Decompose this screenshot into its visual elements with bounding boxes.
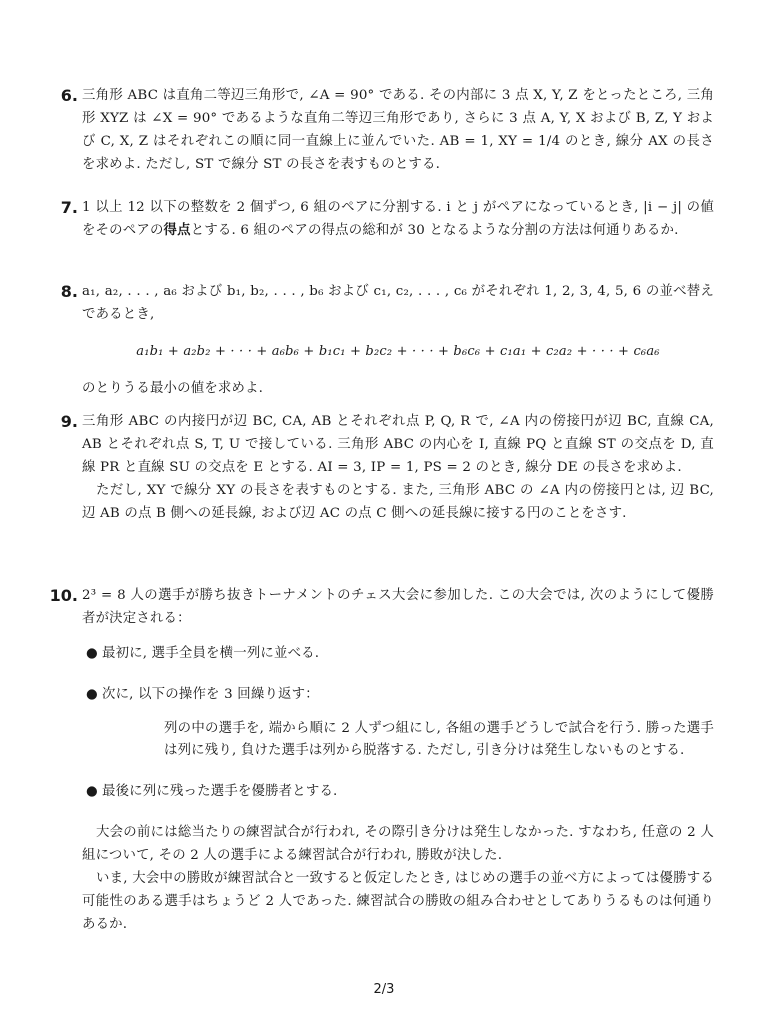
list-item [82, 683, 714, 762]
problem-7-statement [82, 196, 714, 242]
problem-text [82, 584, 714, 936]
procedure-block: 列の中の選手を, 端から順に 2 人ずつ組にし, 各組の選手どうしで試合を行う. 勝った選手は列に残り, 負けた選手は列から脱落する. ただし, 引き分けは発生しないものとする. [164, 721, 714, 758]
bullet-text: 次に, 以下の操作を 3 回繰り返す： [102, 687, 319, 702]
problem-10-paragraph-2: いま, 大会中の勝敗が練習試合と一致すると仮定したとき, はじめの選手の並べ方によっては優勝する可能性のある選手はちょうど 2 人であった. 練習試合の勝敗の組み合わせとしてありうるものは何通りあるか. [82, 871, 714, 932]
problem-10-paragraph-1: 大会の前には総当たりの練習試合が行われ, その際引き分けは発生しなかった. すなわち, 任意の 2 人組について, その 2 人の選手による練習試合が行われ, 勝敗が決した. [82, 825, 714, 863]
problem-7 [48, 196, 714, 242]
problem-number: 10. [49, 586, 78, 605]
list-item [82, 642, 714, 665]
problem-7-keyword: 得点 [163, 222, 191, 238]
bullet-icon: ● [86, 687, 98, 702]
problem-text [82, 84, 714, 176]
problem-8-equation: a₁b₁ + a₂b₂ + · · · + a₆b₆ + b₁c₁ + b₂c₂ + · · · + b₆c₆ + c₁a₁ + c₂a₂ + · · · + c₆a₆ [136, 344, 660, 359]
problem-7-text-a: 1 以上 12 以下の整数を 2 個ずつ, 6 組のペアに分割する. i と j がペアになっているとき, |i − j| の値をそのペアの [82, 200, 714, 238]
problem-6 [48, 84, 714, 176]
problem-7-text-b: とする. 6 組のペアの得点の総和が 30 となるような分割の方法は何通りあるか. [190, 223, 679, 238]
list-item [82, 780, 714, 803]
problem-6-statement: 三角形 ABC は直角二等辺三角形で, ∠A = 90° である. その内部に 3 点 X, Y, Z をとったところ, 三角形 XYZ は ∠X = 90° であるような直角二等辺三角形であり, さらに 3 点 A, Y, X および B, Z, Y および C, X, Z はそれぞれこの順に同一直線上に並んでいた. AB = 1, XY = 1/4 のとき, 線分 AX の長さを求めよ. ただし, ST で線分 ST の長さを表すものとする. [82, 88, 714, 172]
problem-number: 9. [60, 412, 78, 431]
page-number: 2/3 [373, 982, 395, 997]
problem-text [82, 196, 714, 242]
bullet-text: 最後に列に残った選手を優勝者とする. [102, 784, 338, 799]
problem-9 [48, 410, 714, 525]
bullet-icon: ● [86, 646, 98, 661]
problem-number: 7. [60, 198, 78, 217]
problem-text [82, 280, 714, 400]
problem-8 [48, 280, 714, 400]
bullet-text: 最初に, 選手全員を横一列に並べる. [102, 646, 320, 661]
problem-8-intro: a₁, a₂, . . . , a₆ および b₁, b₂, . . . , b₆ および c₁, c₂, . . . , c₆ がそれぞれ 1, 2, 3, 4, 5, 6 の並べ替えであるとき, [82, 284, 714, 322]
problem-10 [48, 584, 714, 936]
problem-10-intro: 2³ = 8 人の選手が勝ち抜きトーナメントのチェス大会に参加した. この大会では, 次のようにして優勝者が決定される： [82, 588, 714, 626]
problem-9-paragraph-2: ただし, XY で線分 XY の長さを表すものとする. また, 三角形 ABC の ∠A 内の傍接円とは, 辺 BC, 辺 AB の点 B 側への延長線, および辺 AC の点 C 側への延長線に接する円のことをさす. [82, 483, 714, 521]
problem-8-outro: のとりうる最小の値を求めよ. [82, 381, 264, 396]
problem-text [82, 410, 714, 525]
bullet-icon: ● [86, 784, 98, 799]
procedure-list [82, 642, 714, 803]
problem-9-paragraph-1: 三角形 ABC の内接円が辺 BC, CA, AB とそれぞれ点 P, Q, R で, ∠A 内の傍接円が辺 BC, 直線 CA, AB とそれぞれ点 S, T, U で接している. 三角形 ABC の内心を I, 直線 PQ と直線 ST の交点を D, 直線 PR と直線 SU の交点を E とする. AI = 3, IP = 1, PS = 2 のとき, 線分 DE の長さを求めよ. [82, 414, 714, 475]
problem-number: 6. [60, 86, 78, 105]
problem-number: 8. [60, 282, 78, 301]
